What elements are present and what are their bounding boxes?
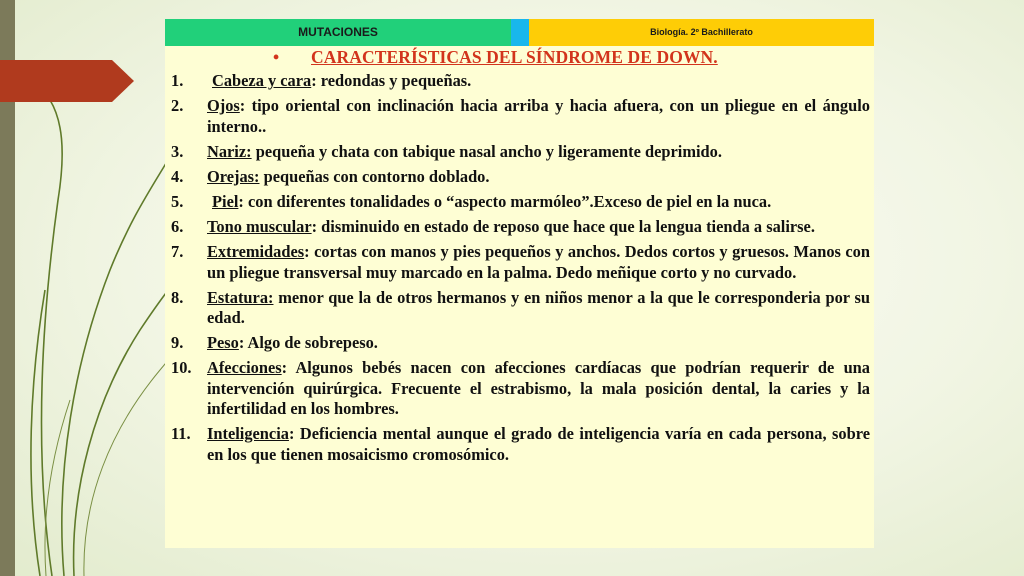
item-term: Afecciones <box>207 358 282 378</box>
item-term: Orejas: <box>207 166 260 186</box>
item-term: Extremidades <box>207 242 305 262</box>
item-term: Nariz: <box>207 141 252 161</box>
item-number: 3. <box>171 141 184 161</box>
title-bullet: • <box>273 47 280 67</box>
list-item <box>171 217 870 238</box>
item-separator: : <box>311 71 317 90</box>
list-item <box>171 242 870 283</box>
item-term: Ojos <box>207 96 240 116</box>
list-item <box>171 424 870 465</box>
list-item <box>171 142 870 163</box>
item-separator: : <box>304 242 310 262</box>
list-item <box>171 358 870 420</box>
item-separator: : <box>311 216 318 236</box>
item-text: con diferentes tonalidades o “aspecto marmóleo”.Exceso de piel en la nuca. <box>243 191 772 211</box>
item-term: Inteligencia <box>207 424 289 444</box>
item-number: 8. <box>171 287 184 307</box>
item-number: 1. <box>171 71 184 90</box>
item-number: 11. <box>171 424 191 444</box>
item-text: tipo oriental con inclinación hacia arriba y hacia afuera, con un pliegue en el ángulo interno.. <box>207 96 870 136</box>
characteristics-list <box>171 71 870 470</box>
list-item <box>171 192 870 213</box>
slide-header <box>165 19 874 46</box>
item-text: Algunos bebés nacen con afecciones cardíacas que podrían requerir de una intervención quirúrgica. Frecuente el estrabismo, la mala posición dental, la caries y la infertilidad en los hombres. <box>207 358 870 419</box>
item-text: cortas con manos y pies pequeños y anchos. Dedos cortos y gruesos. Manos con un pliegue transversal muy marcado en la palma. Dedo meñique corto y no curvado. <box>207 242 870 282</box>
slide-content <box>165 19 874 548</box>
header-divider <box>511 19 529 46</box>
item-text: Algo de sobrepeso. <box>244 333 378 353</box>
item-text: pequeña y chata con tabique nasal ancho y ligeramente deprimido. <box>251 141 722 161</box>
item-text: menor que la de otros hermanos y en niños menor a la que le corresponderia por su edad. <box>207 287 870 328</box>
item-term: Estatura: <box>207 287 274 307</box>
item-text: Deficiencia mental aunque el grado de inteligencia varía en cada persona, sobre en los que tienen mosaicismo cromosómico. <box>207 424 870 464</box>
list-item <box>171 96 870 137</box>
item-term: Piel <box>212 191 239 211</box>
item-number: 4. <box>171 166 184 186</box>
item-term: Tono muscular <box>207 216 312 236</box>
item-separator: : <box>238 191 244 211</box>
list-item <box>171 288 870 329</box>
list-item <box>171 71 870 92</box>
header-course: Biología. 2º Bachillerato <box>529 19 874 46</box>
list-item <box>171 333 870 354</box>
slide-title <box>165 46 874 70</box>
item-separator: : <box>239 96 246 116</box>
item-number: 7. <box>171 242 184 262</box>
item-text: disminuido en estado de reposo que hace que la lengua tienda a salirse. <box>317 216 815 236</box>
item-term: Peso <box>207 333 239 353</box>
item-number: 10. <box>171 358 192 378</box>
red-arrow-decoration <box>0 60 134 102</box>
item-number: 5. <box>171 191 184 211</box>
list-item <box>171 167 870 188</box>
item-term: Cabeza y cara <box>212 71 312 90</box>
title-text: CARACTERÍSTICAS DEL SÍNDROME DE DOWN. <box>311 47 718 67</box>
item-separator: : <box>288 424 295 444</box>
item-number: 2. <box>171 96 184 116</box>
item-number: 9. <box>171 333 184 353</box>
item-text: pequeñas con contorno doblado. <box>259 166 490 186</box>
item-text: redondas y pequeñas. <box>316 71 472 90</box>
item-separator: : <box>281 358 288 378</box>
header-topic: MUTACIONES <box>165 19 511 46</box>
item-number: 6. <box>171 216 184 236</box>
item-separator: : <box>238 333 245 353</box>
